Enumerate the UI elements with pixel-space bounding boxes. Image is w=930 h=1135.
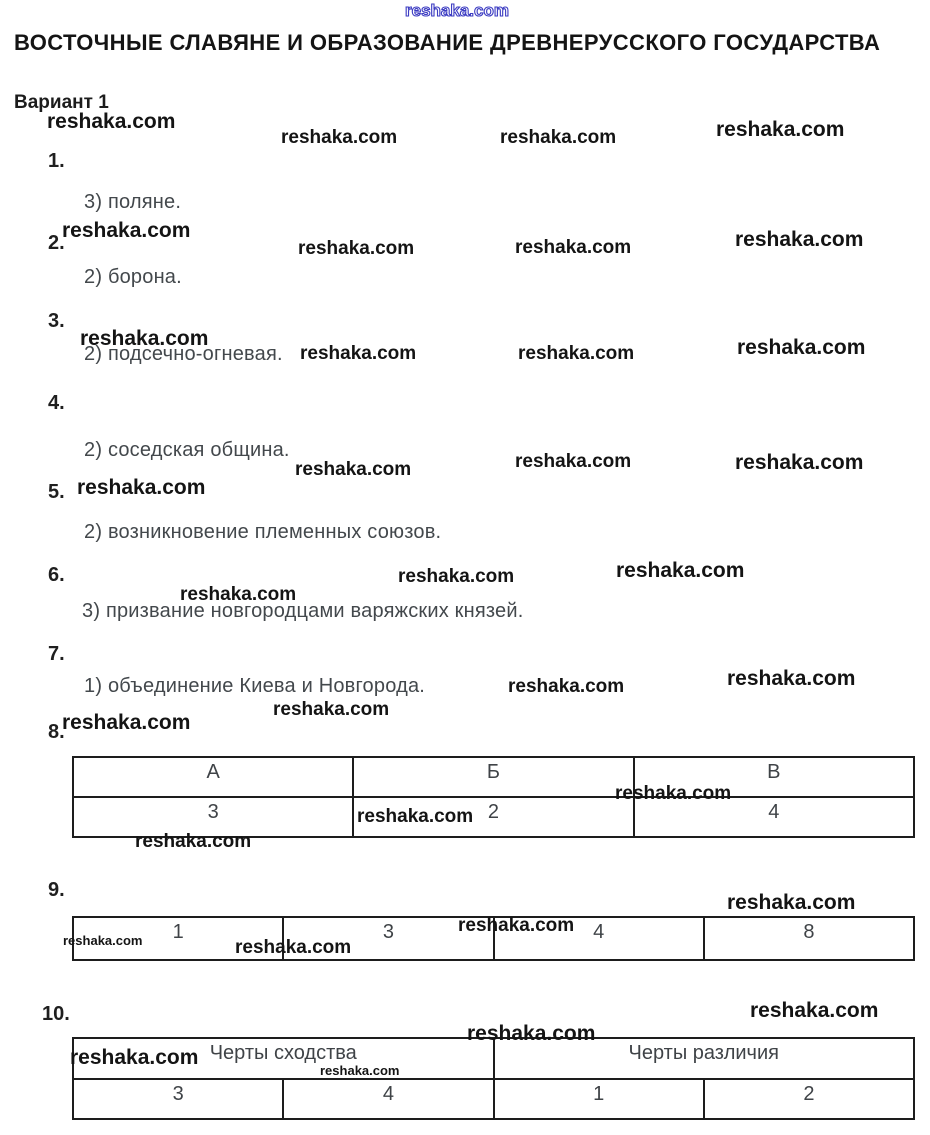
question-number-3: 3. <box>48 310 65 332</box>
table-9-value-4: 8 <box>703 918 913 959</box>
table-8-header-a: А <box>206 761 220 783</box>
watermark: reshaka.com <box>737 336 866 359</box>
table-8-value-b: 2 <box>352 798 632 836</box>
answer-6: 3) призвание новгородцами варяжских князей. <box>82 600 524 622</box>
watermark: reshaka.com <box>735 228 864 251</box>
table-10-header-similarities: Черты сходства <box>209 1042 357 1064</box>
question-number-7: 7. <box>48 643 65 665</box>
watermark: reshaka.com <box>616 559 745 582</box>
question-number-6: 6. <box>48 564 65 586</box>
watermark: reshaka.com <box>750 999 879 1022</box>
watermark: reshaka.com <box>62 219 191 242</box>
question-number-2: 2. <box>48 232 65 254</box>
watermark: reshaka.com <box>518 343 635 364</box>
answer-2: 2) борона. <box>84 266 182 288</box>
watermark: reshaka.com <box>515 237 632 258</box>
watermark: reshaka.com <box>135 831 252 852</box>
variant-label: Вариант 1 <box>14 92 109 113</box>
table-8-header-row <box>74 758 913 796</box>
question-number-4: 4. <box>48 392 65 414</box>
watermark: reshaka.com <box>77 476 206 499</box>
question-number-5: 5. <box>48 481 65 503</box>
table-8-value-a: 3 <box>207 801 219 823</box>
watermark: reshaka.com <box>398 566 515 587</box>
answer-1: 3) поляне. <box>84 191 182 213</box>
watermark: reshaka.com <box>357 806 474 827</box>
answer-5: 2) возникновение племенных союзов. <box>84 521 442 543</box>
watermark: reshaka.com <box>735 451 864 474</box>
watermark: reshaka.com <box>500 127 617 148</box>
watermark: reshaka.com <box>80 327 209 350</box>
watermark: reshaka.com <box>295 459 412 480</box>
watermark: reshaka.com <box>615 783 732 804</box>
table-question-8 <box>72 756 915 838</box>
watermark: reshaka.com <box>405 1 509 20</box>
question-number-8: 8. <box>48 721 65 743</box>
table-8-value-row <box>74 796 913 836</box>
table-10-value-4: 2 <box>703 1080 913 1118</box>
table-8-header-b: Б <box>352 758 632 796</box>
answer-3: 2) подсечно-огневая. <box>84 343 283 365</box>
table-8-value-v: 4 <box>633 798 913 836</box>
answer-4: 2) соседская община. <box>84 439 290 461</box>
watermark: reshaka.com <box>458 915 575 936</box>
watermark: reshaka.com <box>515 451 632 472</box>
watermark: reshaka.com <box>180 584 297 605</box>
table-10-value-2: 4 <box>282 1080 492 1118</box>
watermark: reshaka.com <box>273 699 390 720</box>
watermark: reshaka.com <box>281 127 398 148</box>
table-question-10 <box>72 1037 915 1120</box>
watermark: reshaka.com <box>727 667 856 690</box>
table-9-value-1: 1 <box>172 921 184 943</box>
watermark: reshaka.com <box>467 1022 596 1045</box>
table-10-value-1: 3 <box>172 1083 184 1105</box>
table-10-header-differences: Черты различия <box>493 1039 914 1078</box>
watermark: reshaka.com <box>63 933 143 948</box>
watermark: reshaka.com <box>47 110 176 133</box>
watermark: reshaka.com <box>508 676 625 697</box>
watermark: reshaka.com <box>70 1046 199 1069</box>
question-number-1: 1. <box>48 150 65 172</box>
watermark: reshaka.com <box>300 343 417 364</box>
watermark: reshaka.com <box>716 118 845 141</box>
watermark: reshaka.com <box>62 711 191 734</box>
page-title: ВОСТОЧНЫЕ СЛАВЯНЕ И ОБРАЗОВАНИЕ ДРЕВНЕРУССКОГО ГОСУДАРСТВА <box>14 30 881 55</box>
watermark: reshaka.com <box>298 238 415 259</box>
table-10-value-3: 1 <box>493 1080 703 1118</box>
table-9-value-2: 3 <box>282 918 492 959</box>
question-number-10: 10. <box>42 1003 70 1025</box>
answer-7: 1) объединение Киева и Новгорода. <box>84 675 426 697</box>
table-9-value-3: 4 <box>493 918 703 959</box>
watermark: reshaka.com <box>727 891 856 914</box>
question-number-9: 9. <box>48 879 65 901</box>
watermark: reshaka.com <box>235 937 352 958</box>
table-8-header-v: В <box>633 758 913 796</box>
table-10-value-row <box>74 1078 913 1118</box>
watermark: reshaka.com <box>320 1063 400 1078</box>
